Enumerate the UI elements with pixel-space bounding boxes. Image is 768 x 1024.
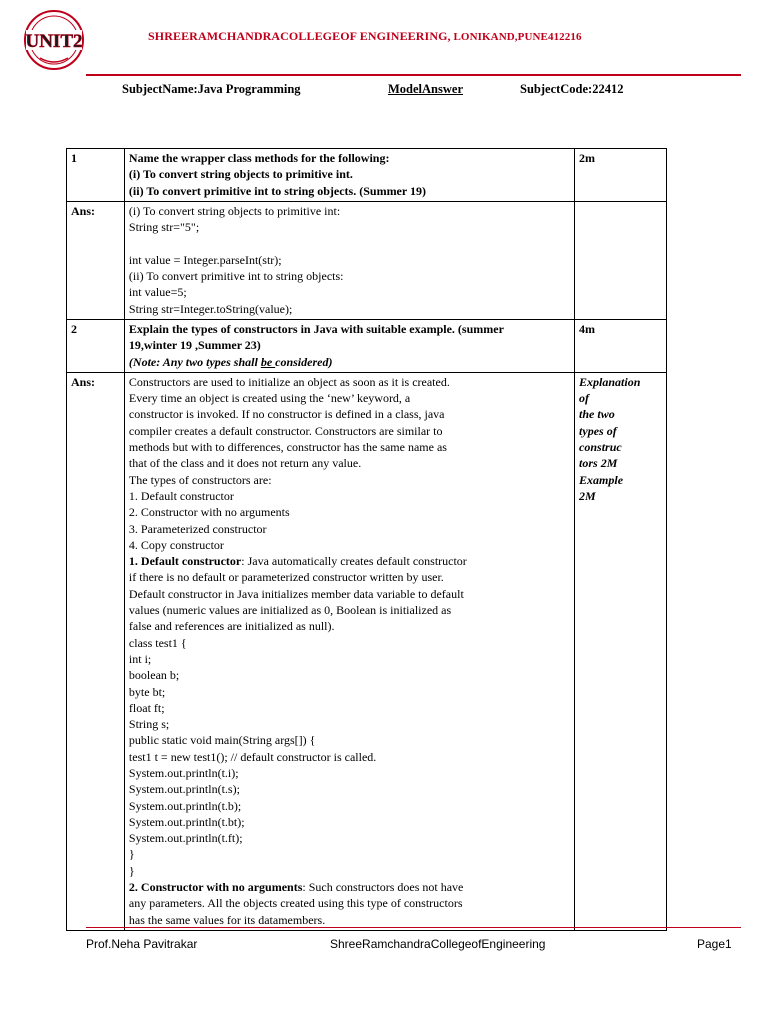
answer-line: constructor is invoked. If no constructor is defined in a class, java	[128, 407, 445, 422]
college-name: SHREERAMCHANDRACOLLEGEOF ENGINEERING,	[148, 29, 451, 43]
code-line: System.out.println(t.i);	[128, 765, 239, 780]
answer-line: if there is no default or parameterized constructor written by user.	[128, 570, 444, 585]
question-number: 2	[67, 319, 125, 372]
answer-text	[124, 201, 574, 319]
answer-line: (ii) To convert primitive int to string objects:	[128, 269, 344, 284]
code-line: System.out.println(t.bt);	[128, 814, 245, 829]
answer-line: Default constructor in Java initializes member data variable to default	[128, 586, 464, 601]
answer-line: has the same values for its datamembers.	[128, 912, 326, 927]
qa-table	[66, 148, 667, 931]
note-prefix: (Note: Any two types shall	[128, 354, 261, 369]
answer-label: Ans:	[67, 201, 125, 319]
question-line: Name the wrapper class methods for the following:	[128, 151, 390, 165]
question-number: 1	[67, 149, 125, 202]
question-note	[129, 354, 570, 370]
answer-marks-cell	[575, 201, 667, 319]
code-line: int i;	[128, 651, 152, 666]
answer-line: 3. Parameterized constructor	[128, 521, 267, 536]
subject-name: SubjectName:Java Programming	[122, 82, 301, 96]
answer-text	[124, 372, 574, 930]
code-line: }	[128, 863, 135, 878]
noarg-constructor-title: 2. Constructor with no arguments	[128, 880, 303, 895]
default-constructor-title: 1. Default constructor	[128, 554, 242, 569]
code-line: System.out.println(t.ft);	[128, 831, 243, 846]
answer-line: 1. Default constructor	[128, 488, 234, 503]
answer-line: String str=Integer.toString(value);	[128, 301, 293, 316]
header-divider	[86, 74, 741, 76]
college-location: LONIKAND,PUNE412216	[450, 31, 582, 43]
question-text	[124, 149, 574, 202]
answer-line: Every time an object is created using the ‘new’ keyword, a	[128, 391, 411, 406]
noarg-constructor-text: : Such constructors does not have	[302, 880, 464, 895]
question-line: Explain the types of constructors in Java with suitable example. (summer	[128, 321, 504, 336]
question-line: (i) To convert string objects to primitive int.	[128, 167, 353, 182]
page-number: Page1	[697, 937, 732, 951]
question-marks: 4m	[575, 319, 667, 372]
marks-line: Explanation	[579, 374, 641, 389]
answer-line	[129, 879, 570, 895]
college-header	[148, 29, 582, 44]
code-line: byte bt;	[128, 684, 166, 699]
answer-line: values (numeric values are initialized as 0, Boolean is initialized as	[128, 603, 452, 618]
answer-line	[129, 553, 570, 569]
model-answer-label: ModelAnswer	[388, 82, 463, 96]
note-suffix: considered)	[275, 354, 333, 369]
question-line: 19,winter 19 ,Summer 23)	[128, 338, 261, 353]
answer-line: that of the class and it does not return any value.	[128, 456, 362, 471]
answer-line: false and references are initialized as null).	[128, 619, 335, 634]
answer-line	[129, 235, 570, 251]
code-line: class test1 {	[128, 635, 187, 650]
marks-breakdown	[575, 372, 667, 930]
answer-label: Ans:	[67, 372, 125, 930]
answer-line: any parameters. All the objects created using this type of constructors	[128, 896, 463, 911]
question-text	[124, 319, 574, 372]
marks-line: of	[579, 391, 590, 406]
code-line: String s;	[128, 717, 170, 732]
answer-line: 4. Copy constructor	[128, 537, 224, 552]
code-line: test1 t = new test1(); // default constructor is called.	[128, 749, 377, 764]
college-logo	[20, 8, 88, 72]
logo-text: UNIT2	[25, 31, 83, 52]
footer-divider	[86, 927, 741, 928]
marks-line: types of	[579, 423, 617, 438]
question-row-2	[67, 319, 667, 372]
answer-line: int value = Integer.parseInt(str);	[128, 252, 282, 267]
marks-line: 2M	[579, 488, 596, 503]
code-line: System.out.println(t.s);	[128, 782, 240, 797]
answer-line: 2. Constructor with no arguments	[128, 505, 290, 520]
answer-line: The types of constructors are:	[128, 472, 272, 487]
answer-line: String str="5";	[128, 220, 200, 235]
answer-line: methods but with to differences, constructor has the same name as	[128, 440, 447, 455]
answer-row-1	[67, 201, 667, 319]
default-constructor-text: : Java automatically creates default constructor	[241, 554, 467, 569]
question-line: (ii) To convert primitive int to string objects. (Summer 19)	[128, 183, 426, 198]
footer-author: Prof.Neha Pavitrakar	[86, 937, 198, 951]
code-line: System.out.println(t.b);	[128, 798, 242, 813]
question-marks: 2m	[575, 149, 667, 202]
answer-line: compiler creates a default constructor. Constructors are similar to	[128, 423, 443, 438]
code-line: boolean b;	[128, 668, 180, 683]
answer-line: Constructors are used to initialize an object as soon as it is created.	[128, 374, 450, 389]
code-line: float ft;	[128, 700, 165, 715]
marks-line: Example	[579, 472, 624, 487]
answer-line: (i) To convert string objects to primitive int:	[128, 203, 341, 218]
question-row-1	[67, 149, 667, 202]
marks-line: construc	[579, 440, 622, 455]
answer-line: int value=5;	[128, 285, 187, 300]
code-line: public static void main(String args[]) {	[128, 733, 316, 748]
answer-row-2	[67, 372, 667, 930]
subject-code: SubjectCode:22412	[520, 82, 624, 96]
marks-line: the two	[579, 407, 615, 422]
footer-college: ShreeRamchandraCollegeofEngineering	[330, 937, 546, 951]
note-underlined: be	[260, 354, 276, 369]
code-line: }	[128, 847, 135, 862]
marks-line: tors 2M	[579, 456, 618, 471]
